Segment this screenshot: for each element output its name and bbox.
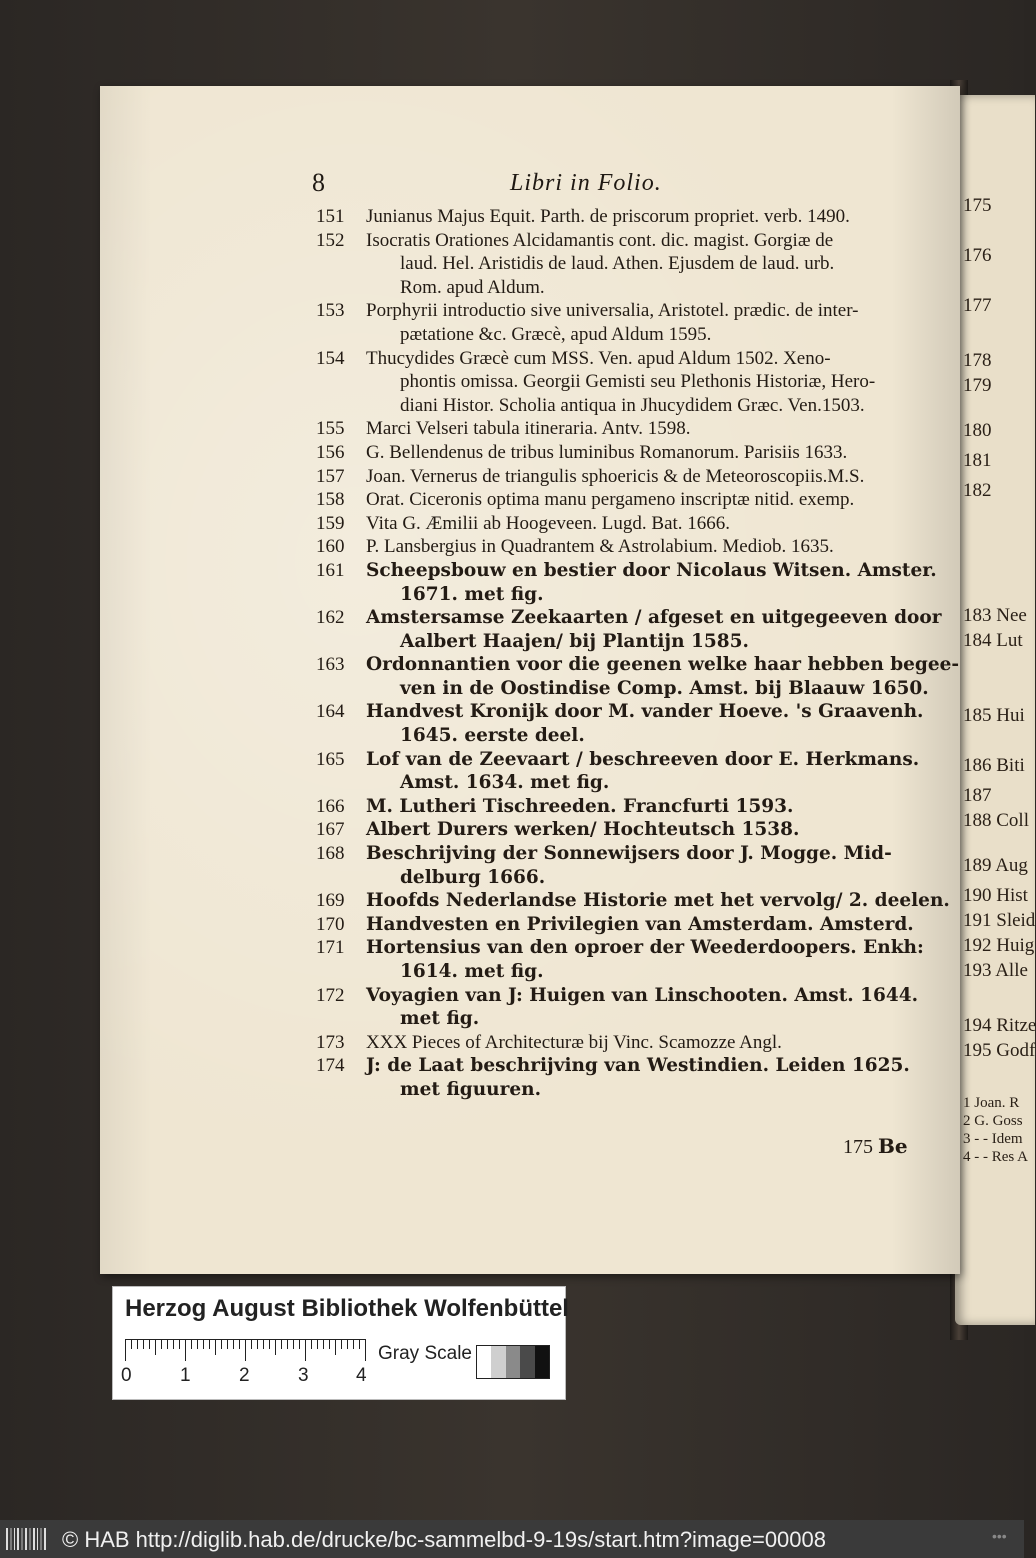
catalog-entry [316, 535, 946, 559]
catalog-entry [316, 205, 946, 229]
ruler-tick [263, 1339, 264, 1349]
ruler-tick [185, 1339, 186, 1361]
entry-text [366, 229, 946, 300]
ruler-tick [191, 1339, 192, 1349]
entry-text [366, 299, 946, 346]
catalog-entry [316, 512, 946, 536]
facing-page [955, 95, 1035, 1325]
entry-number: 160 [316, 536, 345, 558]
entry-line: P. Lansbergius in Quadrantem & Astrolabium. Mediob. 1635. [366, 536, 834, 558]
barcode-bar [25, 1528, 27, 1550]
entry-text [366, 1031, 946, 1055]
entry-line: pætatione &c. Græcè, apud Aldum 1595. [400, 323, 712, 345]
facing-page-fragment: 3 - - Idem [963, 1131, 1023, 1147]
ruler-tick [203, 1339, 204, 1349]
entry-line: Handvesten en Privilegien van Amsterdam. Amsterd. [366, 913, 914, 935]
entry-line: met fig. [400, 1008, 480, 1030]
ruler-tick [143, 1339, 144, 1349]
catchword-number: 175 [843, 1136, 873, 1158]
ruler-tick [173, 1339, 174, 1349]
entry-text [366, 984, 946, 1031]
catalog-entry [316, 1031, 946, 1055]
catalog-entry [316, 488, 946, 512]
ruler-tick [131, 1339, 132, 1349]
entry-number: 157 [316, 465, 345, 487]
entry-line: Hortensius van den oproer der Weederdoopers. Enkh: [366, 937, 924, 959]
entry-text [366, 842, 946, 889]
entry-line: Rom. apud Aldum. [400, 276, 545, 298]
facing-page-fragment: 180 [963, 420, 992, 441]
facing-page-fragment: 195 Godf [963, 1040, 1036, 1061]
ruler-tick [215, 1339, 216, 1355]
facing-page-fragment: 185 Hui [963, 705, 1025, 726]
running-title: Libri in Folio. [510, 170, 662, 196]
entry-number: 156 [316, 441, 345, 463]
catalog-entry [316, 347, 946, 418]
ruler-tick [209, 1339, 210, 1349]
ruler-tick [323, 1339, 324, 1349]
facing-page-fragment: 2 G. Goss [963, 1113, 1023, 1129]
ruler-number: 4 [356, 1365, 367, 1386]
barcode-bar [14, 1528, 16, 1550]
catalog-entry [316, 748, 946, 795]
facing-page-fragment: 182 [963, 480, 992, 501]
entry-number: 159 [316, 512, 345, 534]
entry-line: J: de Laat beschrijving van Westindien. Leiden 1625. [366, 1055, 910, 1077]
gray-scale-label: Gray Scale [378, 1343, 472, 1364]
catalog-entry [316, 229, 946, 300]
facing-page-fragment: 181 [963, 450, 992, 471]
barcode-bar [6, 1528, 8, 1550]
facing-page-fragment: 193 Alle [963, 960, 1028, 981]
ruler-tick [359, 1339, 360, 1349]
entry-line: 1671. met fig. [400, 583, 544, 605]
ruler-tick [287, 1339, 288, 1349]
ruler-tick [227, 1339, 228, 1349]
entry-line: Ordonnantien voor die geenen welke haar hebben begee- [366, 654, 960, 676]
entry-text [366, 795, 946, 819]
gray-swatch [477, 1346, 491, 1378]
ruler-number: 1 [180, 1365, 191, 1386]
entry-number: 161 [316, 559, 345, 581]
catalog-entry [316, 606, 946, 653]
ruler-tick [245, 1339, 246, 1361]
ruler-tick [305, 1339, 306, 1361]
entry-line: Lof van de Zeevaart / beschreeven door E. Herkmans. [366, 748, 920, 770]
facing-page-fragment: 192 Huig [963, 935, 1035, 956]
gray-swatch [506, 1346, 520, 1378]
entry-line: Marci Velseri tabula itineraria. Antv. 1598. [366, 418, 691, 440]
entry-number: 155 [316, 418, 345, 440]
facing-page-fragment: 188 Coll [963, 810, 1029, 831]
entry-line: Scheepsbouw en bestier door Nicolaus Witsen. Amster. [366, 559, 937, 581]
entry-text [366, 936, 946, 983]
facing-page-fragment: 190 Hist [963, 885, 1028, 906]
gray-scale-swatches [476, 1345, 550, 1379]
ruler-tick [275, 1339, 276, 1355]
copyright-url[interactable]: © HAB http://diglib.hab.de/drucke/bc-sammelbd-9-19s/start.htm?image=00008 [62, 1527, 826, 1552]
ruler-tick [299, 1339, 300, 1349]
entry-line: phontis omissa. Georgii Gemisti seu Plethonis Historiæ, Hero- [400, 371, 876, 393]
entry-line: Albert Durers werken/ Hochteutsch 1538. [366, 819, 800, 841]
entry-number: 170 [316, 913, 345, 935]
facing-page-fragment: 183 Nee [963, 605, 1027, 626]
facing-page-fragment: 179 [963, 375, 992, 396]
entry-text [366, 1054, 946, 1101]
ruler-tick [257, 1339, 258, 1349]
ruler-tick [233, 1339, 234, 1349]
catalog-entry [316, 818, 946, 842]
entry-text [366, 606, 946, 653]
page-number: 8 [312, 168, 325, 197]
gray-swatch [491, 1346, 505, 1378]
catalog-entry [316, 889, 950, 913]
library-name: Herzog August Bibliothek Wolfenbüttel [125, 1295, 569, 1322]
ruler-tick [155, 1339, 156, 1355]
facing-page-fragment: 177 [963, 295, 992, 316]
entry-text [366, 748, 946, 795]
facing-page-fragment: 176 [963, 245, 992, 266]
entry-number: 163 [316, 654, 345, 676]
entry-number: 167 [316, 819, 345, 841]
entry-number: 162 [316, 607, 345, 629]
entry-number: 165 [316, 748, 345, 770]
entry-line: Thucydides Græcè cum MSS. Ven. apud Aldum 1502. Xeno- [366, 347, 831, 369]
entry-text [366, 889, 950, 913]
entry-number: 168 [316, 843, 345, 865]
entry-text [366, 535, 946, 559]
facing-page-fragment: 1 Joan. R [963, 1095, 1020, 1111]
entry-text [366, 465, 946, 489]
entry-number: 154 [316, 347, 345, 369]
color-calibration-label [112, 1286, 569, 1400]
ruler-tick [251, 1339, 252, 1349]
catalog-entries [316, 205, 960, 1102]
entry-line: diani Histor. Scholia antiqua in Jhucydidem Græc. Ven.1503. [400, 394, 865, 416]
catalog-entry [316, 417, 946, 441]
entry-number: 174 [316, 1055, 345, 1077]
entry-line: Hoofds Nederlandse Historie met het vervolg/ 2. deelen. [366, 890, 950, 912]
entry-number: 158 [316, 489, 345, 511]
facing-page-fragment: 186 Biti [963, 755, 1025, 776]
barcode-bar [37, 1528, 39, 1550]
catalog-entry [316, 913, 946, 937]
catalog-entry [316, 936, 946, 983]
facing-page-fragment: 194 Ritze [963, 1015, 1036, 1036]
ruler-tick [179, 1339, 180, 1349]
barcode-icon [6, 1528, 46, 1550]
ruler-tick [317, 1339, 318, 1349]
ruler-tick [167, 1339, 168, 1349]
facing-page-fragment: 175 [963, 195, 992, 216]
ruler-tick [221, 1339, 222, 1349]
ruler-number: 3 [298, 1365, 309, 1386]
entry-number: 172 [316, 984, 345, 1006]
catalog-entry [316, 465, 946, 489]
ruler-tick [365, 1339, 366, 1361]
catchword-text: Be [878, 1134, 908, 1158]
entry-text [366, 818, 946, 842]
ruler-tick [335, 1339, 336, 1355]
entry-number: 173 [316, 1031, 345, 1053]
catalog-entry [316, 441, 946, 465]
entry-line: 1645. eerste deel. [400, 725, 585, 747]
barcode-bar [40, 1528, 42, 1550]
entry-number: 153 [316, 300, 345, 322]
entry-text [366, 653, 959, 700]
entry-line: M. Lutheri Tischreeden. Francfurti 1593. [366, 795, 794, 817]
ruler-tick [269, 1339, 270, 1349]
entry-line: Amstersamse Zeekaarten / afgeset en uitgegeeven door [366, 607, 942, 629]
entry-line: XXX Pieces of Architecturæ bij Vinc. Scamozze Angl. [366, 1031, 782, 1053]
barcode-bar [21, 1528, 23, 1550]
entry-line: ven in de Oostindise Comp. Amst. bij Blaauw 1650. [400, 677, 929, 699]
entry-line: met figuuren. [400, 1078, 542, 1100]
entry-line: G. Bellendenus de tribus luminibus Romanorum. Parisiis 1633. [366, 441, 848, 463]
entry-line: Beschrijving der Sonnewijsers door J. Mogge. Mid- [366, 843, 892, 865]
ruler-tick [281, 1339, 282, 1349]
entry-line: delburg 1666. [400, 866, 546, 888]
gray-swatch [520, 1346, 534, 1378]
barcode-bar [29, 1528, 31, 1550]
entry-text [366, 512, 946, 536]
entry-line: Junianus Majus Equit. Parth. de priscorum propriet. verb. 1490. [366, 206, 850, 227]
ruler-tick [347, 1339, 348, 1349]
entry-text [366, 205, 946, 229]
catalog-entry [316, 1054, 946, 1101]
barcode-bar [33, 1528, 35, 1550]
entry-text [366, 559, 946, 606]
entry-number: 169 [316, 890, 345, 912]
facing-page-fragment: 4 - - Res A [963, 1149, 1028, 1165]
entry-text [366, 417, 946, 441]
ruler-tick [197, 1339, 198, 1349]
entry-text [366, 441, 946, 465]
entry-number: 166 [316, 795, 345, 817]
ruler-tick [125, 1339, 126, 1361]
catalog-entry [316, 984, 946, 1031]
footer-bar [0, 1520, 1024, 1558]
entry-line: Aalbert Haajen/ bij Plantijn 1585. [400, 630, 749, 652]
entry-text [366, 913, 946, 937]
catalog-entry [316, 299, 946, 346]
ruler-tick [293, 1339, 294, 1349]
ruler-tick [239, 1339, 240, 1349]
facing-page-fragment: 178 [963, 350, 992, 371]
entry-number: 152 [316, 229, 345, 251]
entry-line: Handvest Kronijk door M. vander Hoeve. 's Graavenh. [366, 701, 924, 723]
entry-text [366, 700, 946, 747]
catalog-entry [316, 842, 946, 889]
catalog-entry [316, 795, 946, 819]
facing-page-fragment: 187 [963, 785, 992, 806]
entry-text [366, 488, 946, 512]
entry-number: 171 [316, 937, 345, 959]
ruler-number: 0 [121, 1365, 132, 1386]
entry-line: Amst. 1634. met fig. [400, 772, 610, 794]
entry-text [366, 347, 946, 418]
catchword [843, 1134, 908, 1159]
facing-page-fragment: 184 Lut [963, 630, 1023, 651]
ruler-tick [311, 1339, 312, 1349]
ruler-number: 2 [239, 1365, 250, 1386]
barcode-bar [10, 1528, 12, 1550]
barcode-bar [44, 1528, 46, 1550]
barcode-bar [17, 1528, 19, 1550]
entry-line: 1614. met fig. [400, 961, 544, 982]
entry-line: Joan. Vernerus de triangulis sphoericis & de Meteoroscopiis.M.S. [366, 465, 865, 487]
facing-page-fragment: 189 Aug [963, 855, 1028, 876]
entry-line: laud. Hel. Aristidis de laud. Athen. Ejusdem de laud. urb. [400, 253, 835, 275]
page-header [312, 168, 952, 208]
entry-number: 151 [316, 206, 345, 227]
ruler-tick [353, 1339, 354, 1349]
entry-number: 164 [316, 701, 345, 723]
catalog-entry [316, 559, 946, 606]
more-icon[interactable]: ••• [992, 1528, 1007, 1544]
entry-line: Voyagien van J: Huigen van Linschooten. Amst. 1644. [366, 984, 919, 1006]
catalog-entry [316, 653, 960, 700]
entry-line: Orat. Ciceronis optima manu pergameno inscriptæ nitid. exemp. [366, 489, 855, 511]
entry-line: Porphyrii introductio sive universalia, Aristotel. prædic. de inter- [366, 300, 859, 322]
ruler-tick [149, 1339, 150, 1349]
entry-line: Isocratis Orationes Alcidamantis cont. dic. magist. Gorgiæ de [366, 229, 834, 251]
facing-page-fragment: 191 Sleid [963, 910, 1036, 931]
ruler-tick [137, 1339, 138, 1349]
ruler-tick [341, 1339, 342, 1349]
gray-swatch [535, 1346, 549, 1378]
entry-line: Vita G. Æmilii ab Hoogeveen. Lugd. Bat. 1666. [366, 512, 731, 534]
catalog-entry [316, 700, 946, 747]
ruler-tick [329, 1339, 330, 1349]
ruler-tick [161, 1339, 162, 1349]
